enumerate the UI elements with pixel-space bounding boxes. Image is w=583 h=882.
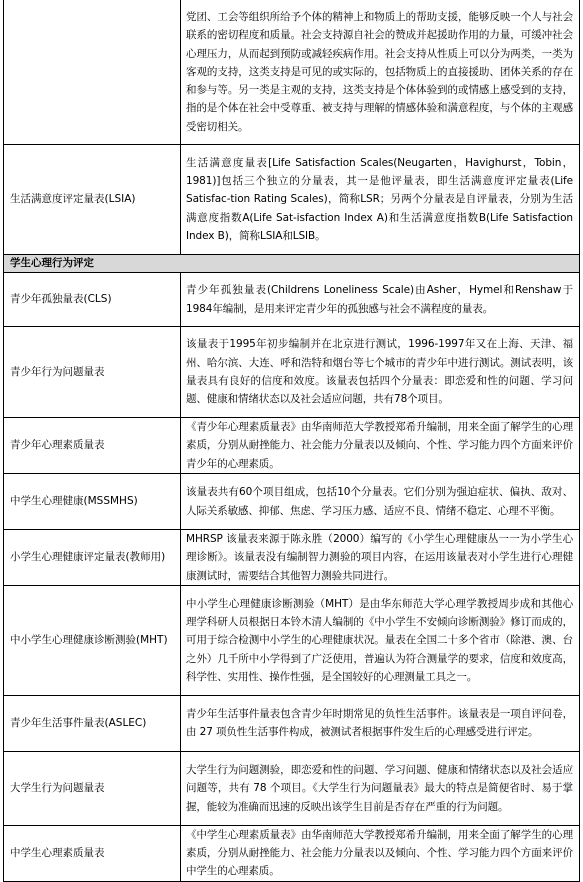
table-row: [4, 474, 580, 530]
table-row: [4, 145, 580, 255]
scale-name: 青少年生活事件量表(ASLEC): [4, 695, 181, 751]
table-row: [4, 695, 580, 751]
scale-name: 大学生行为问题量表: [4, 751, 181, 825]
scale-description: 《中学生心理素质量表》由华南师范大学教授郑希升编制，用来全面了解学生的心理素质，分别从耐挫能力、社会能力分量表以及倾向、个性、学习能力四个方面来评价中学生的心理素质。: [181, 825, 580, 881]
table-row: [4, 530, 580, 586]
table-row: [4, 751, 580, 825]
scale-name: 中学生心理素质量表: [4, 825, 181, 881]
scale-name: 青少年心理素质量表: [4, 418, 181, 474]
table-row: [4, 585, 580, 695]
scale-name: [4, 0, 181, 145]
table-row: [4, 418, 580, 474]
section-header-row: [4, 255, 580, 273]
table-row: [4, 327, 580, 418]
scale-description: 该量表于1995年初步编制并在北京进行测试，1996-1997年又在上海、天津、福州、哈尔滨、大连、呼和浩特和烟台等七个城市的青少年中进行测试。测试表明，该量表具有良好的信度和效度。该量表包括四个分量表：即恋爱和性的问题、学习问题、健康和情绪状态以及社会适应问题，共有78个项目。: [181, 327, 580, 418]
scale-description: MHRSP 该量表来源于陈永胜（2000）编写的《小学生心理健康丛一一为小学生心理诊断》。该量表没有编制智力测验的项目内容，在运用该量表对小学生进行心理健康测试时，需要结合其他智力测验共同进行。: [181, 530, 580, 586]
scale-description: 《青少年心理素质量表》由华南师范大学教授郑希升编制，用来全面了解学生的心理素质，分别从耐挫能力、社会能力分量表以及倾向、个性、学习能力四个方面来评价青少年的心理素质。: [181, 418, 580, 474]
scale-description: 生活满意度量表[Life Satisfaction Scales(Neugarten，Havighurst，Tobin，1981)]包括三个独立的分量表，其一是他评量表，即生活满意度评定量表(Life Satisfac-tion Rating Scales)，简称LSR；另两个分量表是自评量表，分别为生活满意度指数A(Life Sat-isfaction Index A)和生活满意度指数B(Life Satisfaction Index B)，简称LSIA和LSIB。: [181, 145, 580, 255]
scale-description: 中小学生心理健康诊断测验（MHT）是由华东师范大学心理学教授周步成和其他心理学科研人员根据日本铃木清人编制的《中小学生不安倾向诊断测验》修订而成的，可用于综合检测中小学生的心理健康状况。量表在全国二十多个省市（除港、澳、台之外）几千所中小学得到了广泛使用，普遍认为符合测量学的要求，信度和效度高，科学性、实用性、操作性强，是全国较好的心理测量工具之一。: [181, 585, 580, 695]
scale-name: 青少年孤独量表(CLS): [4, 273, 181, 327]
scale-name: 青少年行为问题量表: [4, 327, 181, 418]
table-row: [4, 273, 580, 327]
scale-table: [3, 0, 580, 882]
scale-name: 中学生心理健康(MSSMHS): [4, 474, 181, 530]
table-row: [4, 825, 580, 881]
section-title: 学生心理行为评定: [4, 255, 580, 273]
scale-description: 青少年生活事件量表包含青少年时期常见的负性生活事件。该量表是一项自评问卷，由 27 项负性生活事件构成，被测试者根据事件发生后的心理感受进行评定。: [181, 695, 580, 751]
scale-name: 中小学生心理健康诊断测验(MHT): [4, 585, 181, 695]
scale-name: 生活满意度评定量表(LSIA): [4, 145, 181, 255]
scale-description: 该量表共有60个项目组成，包括10个分量表。它们分别为强迫症状、偏执、敌对、人际关系敏感、抑郁、焦虑、学习压力感、适应不良、情绪不稳定、心理不平衡。: [181, 474, 580, 530]
scale-name: 小学生心理健康评定量表(教师用): [4, 530, 181, 586]
scale-description: 青少年孤独量表(Childrens Loneliness Scale)由Asher，Hymel和Renshaw于1984年编制，是用来评定青少年的孤独感与社会不满程度的量表。: [181, 273, 580, 327]
scale-description: 党团、工会等组织所给予个体的精神上和物质上的帮助支援，能够反映一个人与社会联系的密切程度和质量。社会支持源自社会的赞成并起援助作用的力量，可缓冲社会心理压力，从而起到预防或减轻疾病作用。社会支持从性质上可以分为两类，一类为客观的支持，这类支持是可见的或实际的，包括物质上的直接援助、团体关系的存在和参与等。另一类是主观的支持，这类支持是个体体验到的或情感上感受到的支持，指的是个体在社会中受尊重、被支持与理解的情感体验和满意程度，与个体的主观感受密切相关。: [181, 0, 580, 145]
scale-description: 大学生行为问题测验，即恋爱和性的问题、学习问题、健康和情绪状态以及社会适应问题等，共有 78 个项目。《大学生行为问题量表》最大的特点是简便省时、易于掌握，能较为准确而迅速的反映出该学生目前是否存在严重的行为问题。: [181, 751, 580, 825]
table-row: [4, 0, 580, 145]
